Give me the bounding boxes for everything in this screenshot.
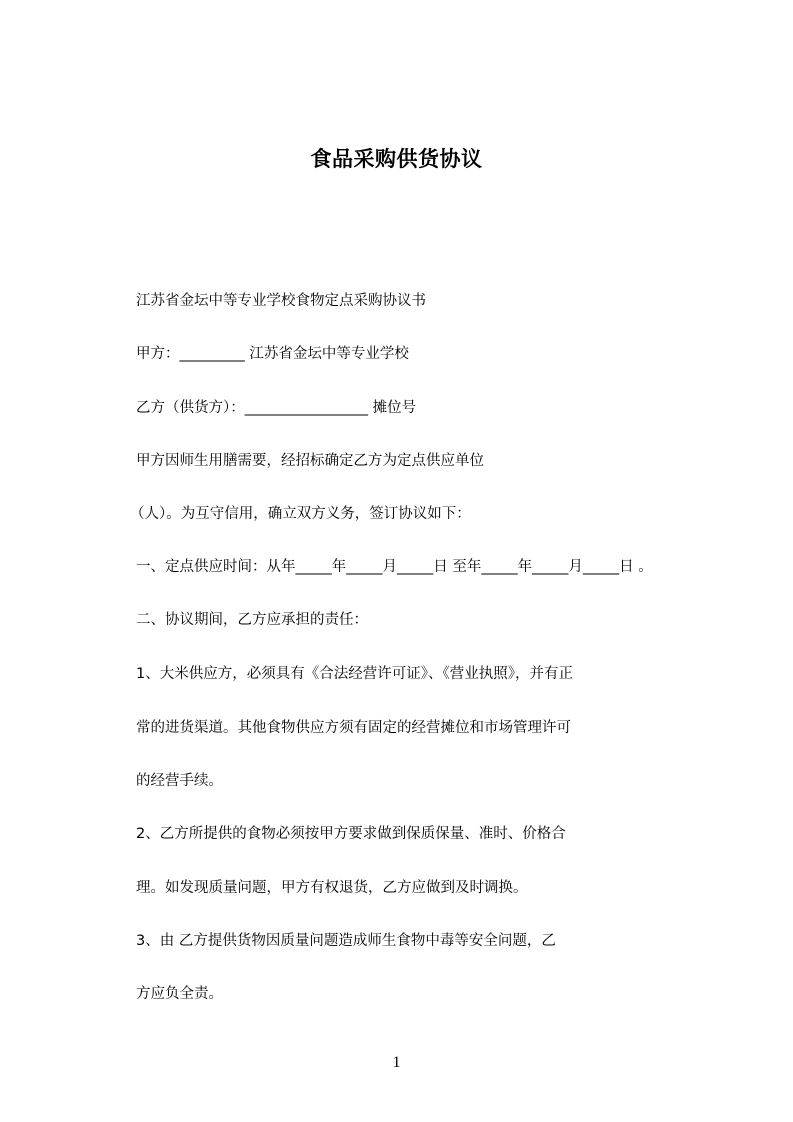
party-a-line: 甲方：_________ 江苏省金坛中等专业学校 — [136, 346, 409, 362]
clause-2-heading: 二、协议期间，乙方应承担的责任： — [136, 612, 368, 628]
paragraph-line: 理。如发现质量问题，甲方有权退货，乙方应做到及时调换。 — [136, 880, 528, 896]
paragraph-line: 的经营手续。 — [136, 773, 223, 789]
document-title: 食品采购供货协议 — [310, 147, 483, 171]
paragraph-line: 1、大米供应方，必须具有《合法经营许可证》、《营业执照》，并有正 — [136, 666, 573, 682]
paragraph-line: （人）。为互守信用，确立双方义务，签订协议如下： — [130, 506, 471, 522]
clause-1-line: 一、定点供应时间：从年_____年_____月_____日 至年_____年_____月_____日 。 — [136, 559, 653, 575]
paragraph-line: 方应负全责。 — [136, 986, 223, 1002]
document-subtitle: 江苏省金坛中等专业学校食物定点采购协议书 — [136, 293, 426, 309]
paragraph-line: 2、乙方所提供的食物必须按甲方要求做到保质保量、准时、价格合 — [136, 826, 566, 842]
paragraph-line: 常的进货渠道。其他食物供应方须有固定的经营摊位和市场管理许可 — [136, 720, 571, 736]
page-number: 1 — [392, 1054, 401, 1071]
paragraph-line: 甲方因师生用膳需要，经招标确定乙方为定点供应单位 — [136, 453, 484, 469]
paragraph-line: 3、由 乙方提供货物因质量问题造成师生食物中毒等安全问题，乙 — [136, 933, 556, 949]
party-b-line: 乙方（供货方）：_________________ 摊位号 — [136, 400, 417, 416]
